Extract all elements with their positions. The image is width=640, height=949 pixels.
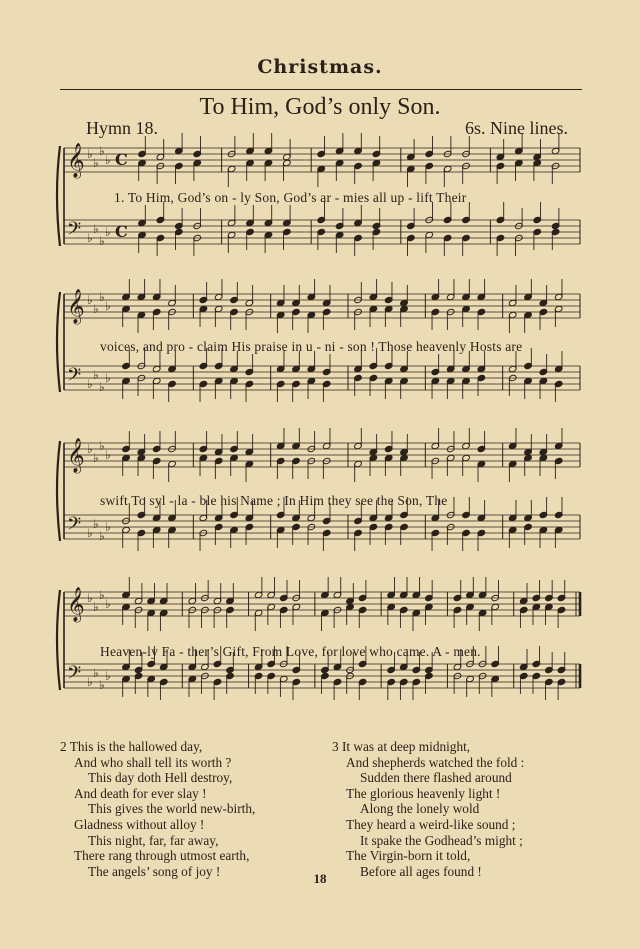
verse-line: They heard a weird-like sound ; xyxy=(346,816,516,832)
page-number: 18 xyxy=(313,871,327,886)
verse-line xyxy=(60,739,320,755)
bass-clef-icon: 𝄢 xyxy=(67,219,82,244)
time-signature: C xyxy=(115,222,128,241)
hymn-number: Hymn 18. xyxy=(86,118,158,138)
verse-number: 2 xyxy=(60,739,70,754)
time-signature: C xyxy=(115,150,128,169)
verse-line xyxy=(332,739,602,755)
treble-clef-icon: 𝄞 xyxy=(67,143,85,178)
verse-text: This is the hallowed day, xyxy=(69,739,203,754)
flat-icon: ♭ xyxy=(87,293,93,307)
lyric-line: voices, and pro - claim His praise in u - ni - son ! Those heavenly Hosts are xyxy=(100,339,523,354)
verse-3 xyxy=(332,739,602,879)
flat-icon: ♭ xyxy=(87,675,93,689)
flat-icon: ♭ xyxy=(99,380,105,394)
flat-icon: ♭ xyxy=(105,520,111,534)
flat-icon: ♭ xyxy=(105,299,111,313)
running-head: Christmas. xyxy=(257,56,383,78)
system-brace xyxy=(57,441,60,541)
flat-icon: ♭ xyxy=(87,442,93,456)
flat-icon: ♭ xyxy=(105,669,111,683)
flat-icon: ♭ xyxy=(93,600,99,614)
verse-line: Along the lonely wold xyxy=(360,801,480,817)
verse-line: Sudden there flashed around xyxy=(360,770,512,786)
lyric-line: swift To syl - la - ble his Name ; In Him they see the Son, The xyxy=(100,493,448,508)
verse-line: Before all ages found ! xyxy=(360,863,482,879)
verse-line: And who shall tell its worth ? xyxy=(74,754,232,770)
verse-line: And death for ever slay ! xyxy=(74,785,207,801)
verse-number: 3 xyxy=(332,739,342,754)
flat-icon: ♭ xyxy=(93,666,99,680)
verse-text: It was at deep midnight, xyxy=(341,739,471,754)
verse-line: The Virgin-born it told, xyxy=(346,848,471,864)
flat-icon: ♭ xyxy=(87,377,93,391)
flat-icon: ♭ xyxy=(93,222,99,236)
flat-icon: ♭ xyxy=(93,517,99,531)
flat-icon: ♭ xyxy=(93,302,99,316)
flat-icon: ♭ xyxy=(99,529,105,543)
verse-line: It spake the Godhead’s might ; xyxy=(360,832,523,848)
hymn-meter: 6s. Nine lines. xyxy=(465,118,568,138)
flat-icon: ♭ xyxy=(105,371,111,385)
flat-icon: ♭ xyxy=(93,368,99,382)
flat-icon: ♭ xyxy=(105,225,111,239)
verse-line: There rang through utmost earth, xyxy=(74,848,250,864)
flat-icon: ♭ xyxy=(99,144,105,158)
flat-icon: ♭ xyxy=(99,290,105,304)
verse-line: This day doth Hell destroy, xyxy=(88,770,233,786)
system-brace xyxy=(57,146,60,246)
verse-line: The angels’ song of joy ! xyxy=(88,863,221,879)
flat-icon: ♭ xyxy=(105,597,111,611)
bass-clef-icon: 𝄢 xyxy=(67,365,82,390)
flat-icon: ♭ xyxy=(93,156,99,170)
flat-icon: ♭ xyxy=(105,448,111,462)
verse-line: And shepherds watched the fold : xyxy=(346,754,525,770)
verse-line: This gives the world new-birth, xyxy=(88,801,256,817)
system-brace xyxy=(57,292,60,392)
verse-line: This night, far, far away, xyxy=(88,832,219,848)
flat-icon: ♭ xyxy=(99,678,105,692)
treble-clef-icon: 𝄞 xyxy=(67,587,85,622)
flat-icon: ♭ xyxy=(99,439,105,453)
flat-icon: ♭ xyxy=(87,147,93,161)
flat-icon: ♭ xyxy=(105,153,111,167)
bass-clef-icon: 𝄢 xyxy=(67,663,82,688)
flat-icon: ♭ xyxy=(87,591,93,605)
flat-icon: ♭ xyxy=(87,526,93,540)
flat-icon: ♭ xyxy=(99,588,105,602)
treble-clef-icon: 𝄞 xyxy=(67,438,85,473)
hymn-title: To Him, God’s only Son. xyxy=(199,94,441,120)
flat-icon: ♭ xyxy=(99,234,105,248)
lyric-line: Heaven-ly Fa - ther’s Gift, From Love, for love who came. A - men. xyxy=(100,644,481,659)
verse-line: The glorious heavenly light ! xyxy=(346,785,501,801)
verse-2 xyxy=(60,739,320,879)
system-brace xyxy=(57,590,60,690)
flat-icon: ♭ xyxy=(87,231,93,245)
treble-clef-icon: 𝄞 xyxy=(67,289,85,324)
flat-icon: ♭ xyxy=(93,451,99,465)
bass-clef-icon: 𝄢 xyxy=(67,514,82,539)
lyric-line: 1. To Him, God’s on - ly Son, God’s ar - mies all up - lift Their xyxy=(114,190,467,205)
verse-line: Gladness without alloy ! xyxy=(74,816,205,832)
